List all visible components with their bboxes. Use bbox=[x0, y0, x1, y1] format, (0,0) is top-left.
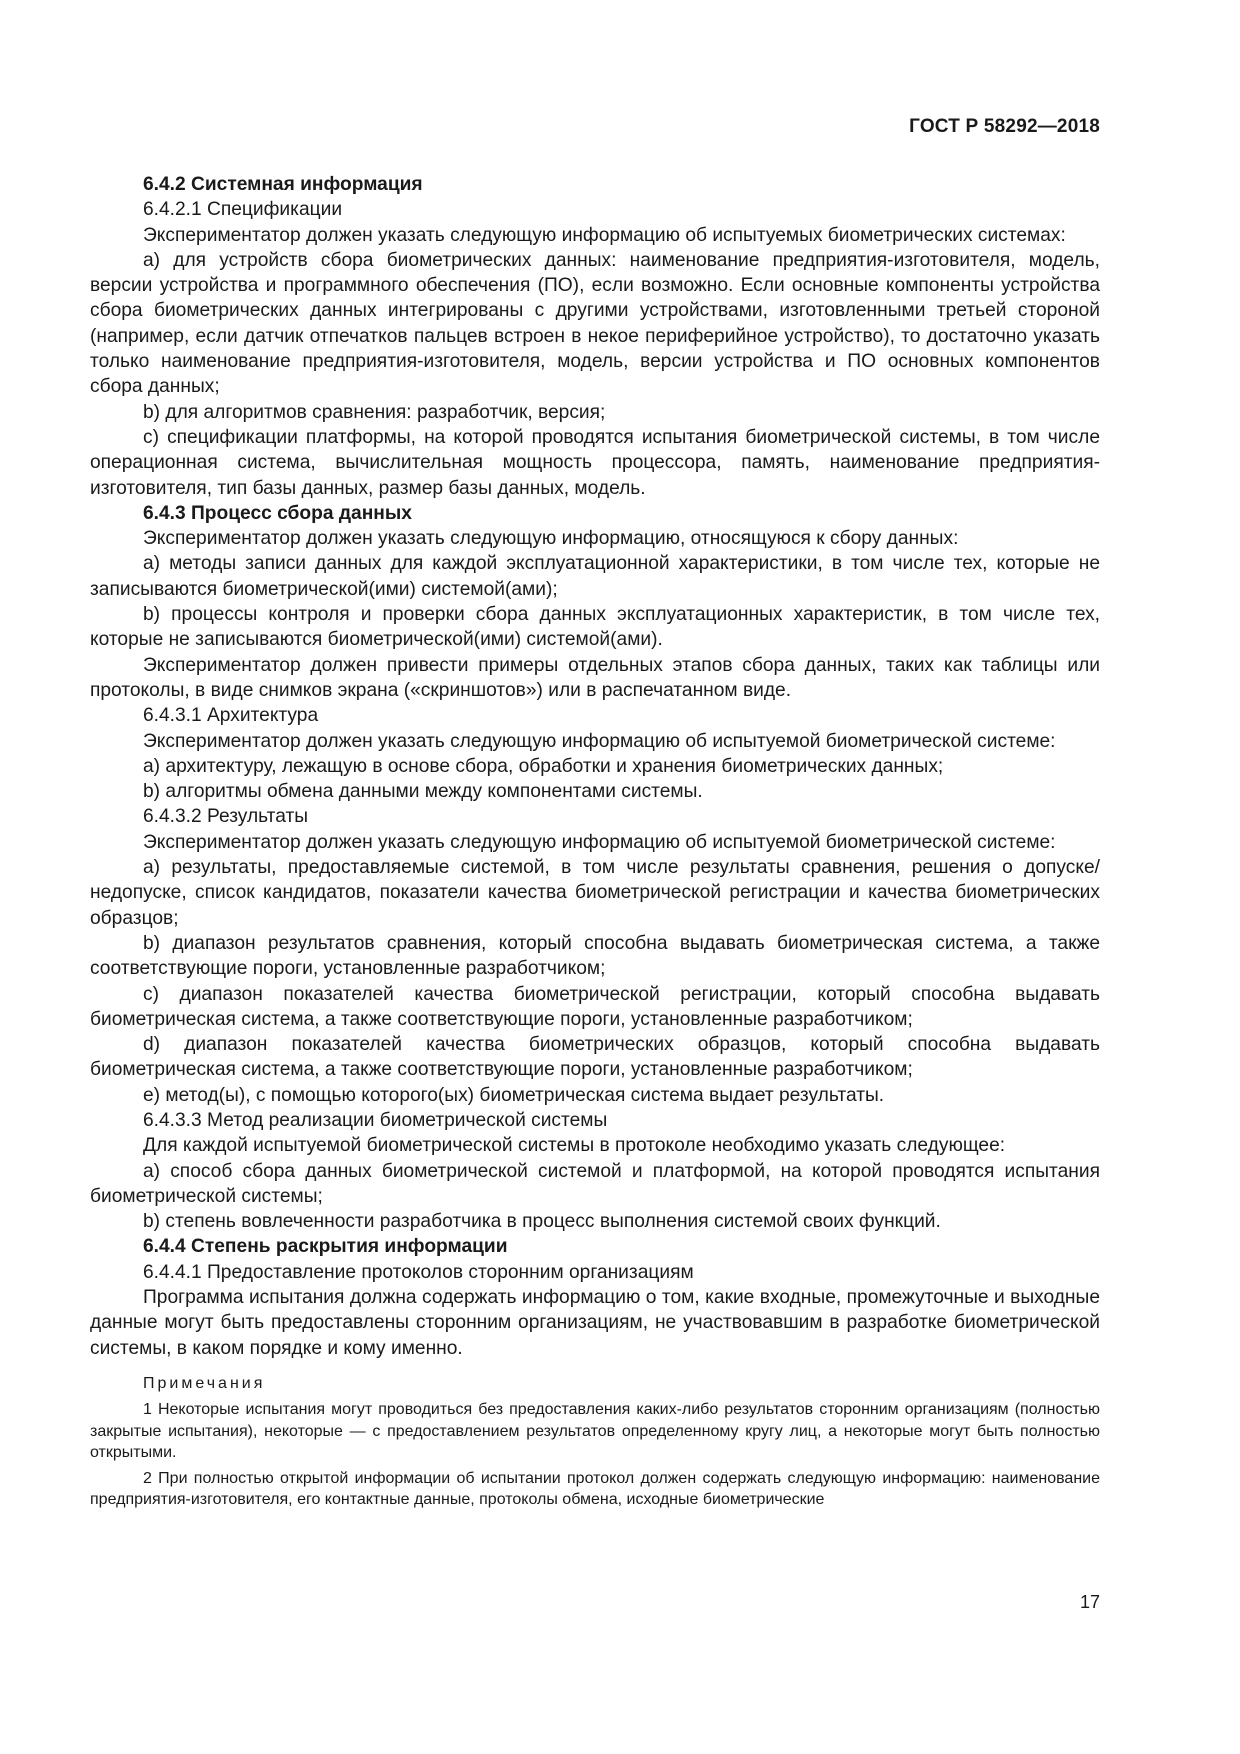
subsection-heading-6-4-2-1: 6.4.2.1 Спецификации bbox=[143, 199, 343, 221]
list-item: е) метод(ы), с помощью которого(ых) биометрическая система выдает результаты. bbox=[143, 1084, 885, 1106]
section-heading-6-4-4: 6.4.4 Степень раскрытия информации bbox=[143, 1236, 508, 1258]
paragraph: Программа испытания должна содержать информацию о том, какие входные, промежуточные и выходные данные могут быть предоставлены сторонним организациям, не участвовавшим в разработке биометрической системы, в каком порядке и кому именно. bbox=[90, 1287, 1100, 1359]
list-item: а) для устройств сбора биометрических данных: наименование предприятия-изготовителя, модель, версии устройства и программного обеспечения (ПО), если возможно. Если основные компоненты устройства сбора биометрических данных интегрированы с другими устройствами, изготовленными третьей стороной (например, если датчик отпечатков пальцев встроен в некое периферийное устройство), то достаточно указать только наименование предприятия-изготовителя, модель, версии устройства и ПО основных компонентов сбора данных; bbox=[90, 249, 1100, 398]
list-item: b) для алгоритмов сравнения: разработчик, версия; bbox=[143, 401, 606, 423]
document-standard-number: ГОСТ Р 58292—2018 bbox=[909, 116, 1100, 137]
subsection-heading-6-4-4-1: 6.4.4.1 Предоставление протоколов сторонним организациям bbox=[143, 1261, 694, 1283]
list-item: а) архитектуру, лежащую в основе сбора, обработки и хранения биометрических данных; bbox=[143, 755, 944, 777]
paragraph: Экспериментатор должен привести примеры отдельных этапов сбора данных, таких как таблицы или протоколы, в виде снимков экрана («скриншотов») или в распечатанном виде. bbox=[90, 654, 1100, 701]
paragraph: Экспериментатор должен указать следующую информацию об испытуемой биометрической системе: bbox=[143, 831, 1056, 853]
subsection-heading-6-4-3-1: 6.4.3.1 Архитектура bbox=[143, 705, 319, 727]
list-item: b) процессы контроля и проверки сбора данных эксплуатационных характеристик, в том числе тех, которые не записываются биометрической(ими) системой(ами). bbox=[90, 604, 1100, 651]
list-item: d) диапазон показателей качества биометрических образцов, который способна выдавать биометрическая система, а также соответствующие пороги, установленные разработчиком; bbox=[90, 1034, 1100, 1081]
section-heading-6-4-2: 6.4.2 Системная информация bbox=[143, 174, 423, 195]
list-item: а) методы записи данных для каждой эксплуатационной характеристики, в том числе тех, которые не записываются биометрической(ими) системой(ами); bbox=[90, 553, 1100, 600]
list-item: с) спецификации платформы, на которой проводятся испытания биометрической системы, в том числе операционная система, вычислительная мощность процессора, память, наименование предприятия-изготовителя, тип базы данных, размер базы данных, модель. bbox=[90, 426, 1100, 499]
notes-block bbox=[90, 1373, 1100, 1511]
list-item: b) диапазон результатов сравнения, который способна выдавать биометрическая система, а также соответствующие пороги, установленные разработчиком; bbox=[90, 932, 1100, 980]
list-item: а) результаты, предоставляемые системой, в том числе результаты сравнения, решения о допуске/недопуске, список кандидатов, показатели качества биометрической регистрации и качества биометрических образцов; bbox=[90, 857, 1100, 929]
document-body bbox=[90, 172, 1100, 1511]
note-item: 2 При полностью открытой информации об испытании протокол должен содержать следующую информацию: наименование предприятия-изготовителя, его контактные данные, протоколы обмена, исходные биометрические bbox=[90, 1469, 1100, 1509]
list-item: b) степень вовлеченности разработчика в процесс выполнения системой своих функций. bbox=[143, 1211, 941, 1233]
page-number: 17 bbox=[1079, 1592, 1100, 1612]
section-heading-6-4-3: 6.4.3 Процесс сбора данных bbox=[143, 502, 412, 524]
list-item: а) способ сбора данных биометрической системой и платформой, на которой проводятся испытания биометрической системы; bbox=[90, 1160, 1100, 1207]
subsection-heading-6-4-3-2: 6.4.3.2 Результаты bbox=[143, 806, 309, 828]
list-item: с) диапазон показателей качества биометрической регистрации, который способна выдавать биометрическая система, а также соответствующие пороги, установленные разработчиком; bbox=[90, 983, 1100, 1030]
notes-title: Примечания bbox=[143, 1374, 266, 1392]
list-item: b) алгоритмы обмена данными между компонентами системы. bbox=[143, 781, 703, 803]
paragraph: Экспериментатор должен указать следующую информацию, относящуюся к сбору данных: bbox=[143, 528, 959, 550]
paragraph: Экспериментатор должен указать следующую информацию об испытуемой биометрической системе: bbox=[143, 730, 1056, 752]
paragraph: Для каждой испытуемой биометрической системы в протоколе необходимо указать следующее: bbox=[143, 1135, 1006, 1157]
note-item: 1 Некоторые испытания могут проводиться без предоставления каких-либо результатов сторонним организациям (полностью закрытые испытания), некоторые — с предоставлением результатов определенному кругу лиц, а некоторые могут быть полностью открытыми. bbox=[90, 1401, 1100, 1462]
subsection-heading-6-4-3-3: 6.4.3.3 Метод реализации биометрической системы bbox=[143, 1109, 608, 1131]
paragraph: Экспериментатор должен указать следующую информацию об испытуемых биометрических системах: bbox=[143, 224, 1066, 246]
